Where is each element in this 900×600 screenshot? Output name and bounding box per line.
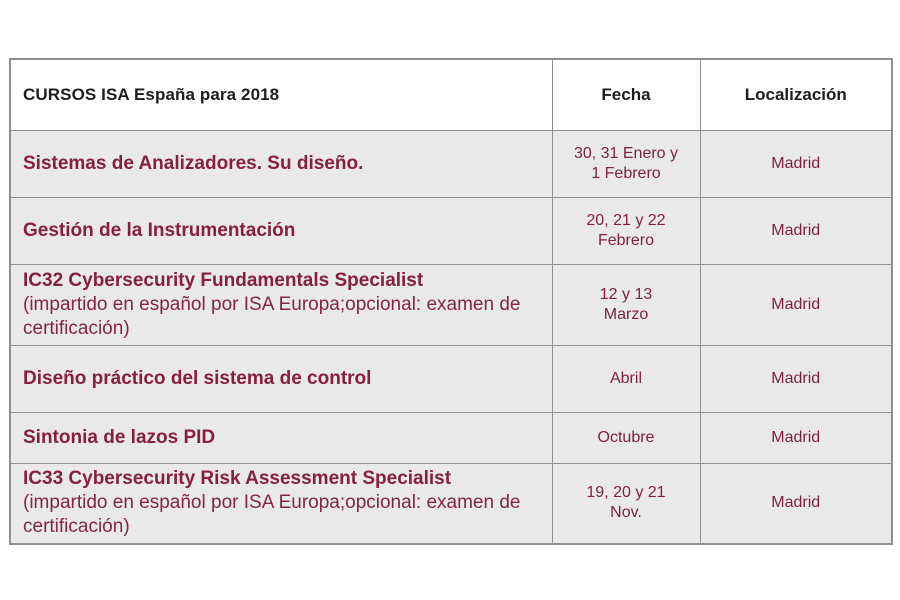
course-title: Gestión de la Instrumentación [23,219,296,241]
date-line: Febrero [597,231,655,249]
header-location: Localización [700,59,892,130]
course-title: Diseño práctico del sistema de control [23,367,372,389]
date-cell [552,412,700,463]
table-row [10,130,892,197]
date-line: Marzo [603,305,649,323]
table-row [10,412,892,463]
location-cell: Madrid [700,345,892,412]
location-cell: Madrid [700,412,892,463]
location-cell: Madrid [700,264,892,345]
table-row [10,463,892,544]
course-cell [10,197,552,264]
course-title: IC33 Cybersecurity Risk Assessment Specialist [23,468,452,490]
date-line: 19, 20 y 21 [586,484,666,502]
date-line: Nov. [610,504,642,522]
course-cell [10,463,552,544]
location-cell: Madrid [700,463,892,544]
table-row [10,264,892,345]
table-row [10,345,892,412]
date-cell [552,264,700,345]
header-date: Fecha [552,59,700,130]
date-cell [552,463,700,544]
date-line: Abril [609,369,642,387]
date-cell [552,197,700,264]
course-cell [10,412,552,463]
course-cell [10,264,552,345]
course-cell [10,345,552,412]
date-line: 12 y 13 [599,285,653,303]
date-line: 30, 31 Enero y [573,144,679,162]
course-title: Sintonia de lazos PID [23,426,216,448]
courses-table [9,58,893,545]
course-note: (impartido en español por ISA Europa;opcional: examen de certificación) [23,293,521,339]
date-line: 20, 21 y 22 [586,211,666,229]
table-row [10,197,892,264]
date-cell [552,130,700,197]
date-line: Octubre [597,428,655,446]
course-title: IC32 Cybersecurity Fundamentals Specialist [23,269,424,291]
location-cell: Madrid [700,130,892,197]
course-note: (impartido en español por ISA Europa;opcional: examen de certificación) [23,492,521,538]
date-cell [552,345,700,412]
location-cell: Madrid [700,197,892,264]
date-line: 1 Febrero [591,164,661,182]
header-course: CURSOS ISA España para 2018 [10,59,552,130]
header-row [10,59,892,130]
table-header [10,59,892,130]
course-cell [10,130,552,197]
course-title: Sistemas de Analizadores. Su diseño. [23,152,364,174]
table-body [10,130,892,544]
